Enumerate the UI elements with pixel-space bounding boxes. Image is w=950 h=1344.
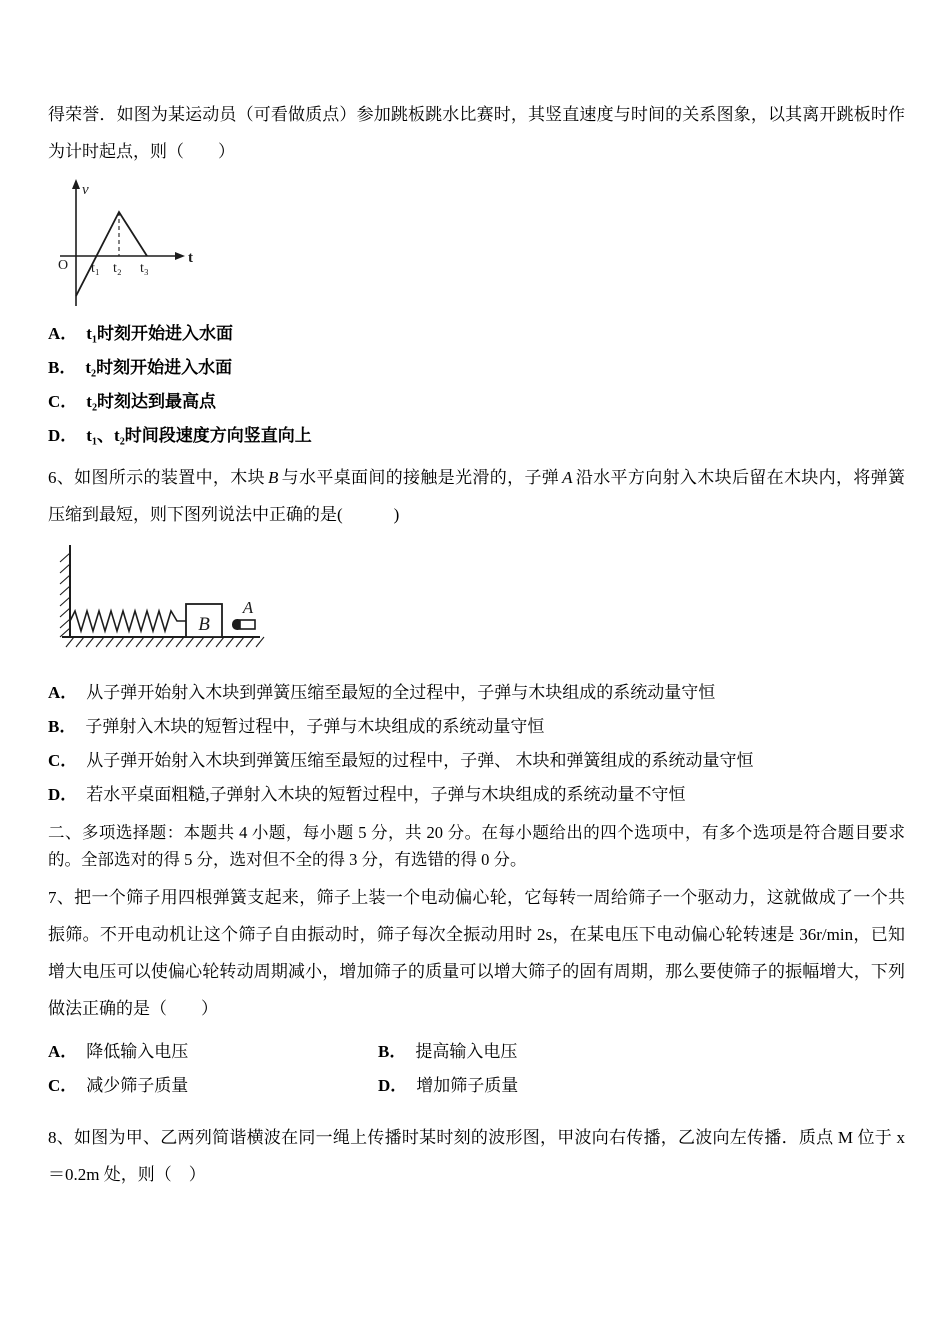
option-row (48, 1075, 378, 1096)
option-letter: C． (48, 751, 78, 770)
tick-t2: t₂ (113, 261, 122, 276)
option-letter: C． (48, 1076, 78, 1095)
option-letter: D． (378, 1076, 408, 1095)
q6-stem (48, 459, 905, 533)
q6-stem-text: 与水平桌面间的接触是光滑的，子弹 (281, 468, 560, 487)
q8-stem: 8、如图为甲、乙两列简谐横波在同一绳上传播时某时刻的波形图，甲波向右传播，乙波向左传播．质点 M 位于 x＝0.2m 处，则（ ） (48, 1128, 905, 1184)
option-row (378, 1041, 518, 1062)
option-letter: B． (48, 717, 77, 736)
velocity-time-graph (48, 178, 198, 310)
option-text: 提高输入电压 (415, 1042, 518, 1061)
q5-options (48, 323, 905, 446)
q5-stem: 得荣誉．如图为某运动员（可看做质点）参加跳板跳水比赛时，其竖直速度与时间的关系图象，以其离开跳板时作为计时起点，则（ ） (48, 105, 905, 161)
option-text: 从子弹开始射入木块到弹簧压缩至最短的全过程中，子弹与木块组成的系统动量守恒 (86, 683, 716, 702)
option-letter: A． (48, 324, 78, 343)
wall-hatching (60, 553, 70, 637)
option-row (48, 716, 905, 737)
option-row (48, 750, 905, 771)
option-row (48, 391, 905, 412)
origin-label: O (58, 258, 69, 273)
tick-t1: t₁ (91, 261, 100, 276)
option-letter: A． (48, 683, 78, 702)
variable-a: A (562, 468, 573, 487)
q7-stem: 7、把一个筛子用四根弹簧支起来，筛子上装一个电动偏心轮，它每转一周给筛子一个驱动力，这就做成了一个共振筛。不开电动机让这个筛子自由振动时，筛子每次全振动用时 2s，在某电压下电动偏心轮转速是 36r/min，已知增大电压可以使偏心轮转动周期减小，增加筛子的质量可以增大筛子的固有周期，那么要使筛子的振幅增大，下列做法正确的是（ ） (48, 888, 905, 1018)
option-row (48, 682, 905, 703)
bullet (232, 619, 255, 630)
v-axis-arrow (72, 179, 80, 189)
ground-hatching (66, 637, 264, 647)
option-letter: A． (48, 1042, 78, 1061)
option-letter: D． (48, 785, 78, 804)
block-label: B (198, 614, 210, 635)
q6-stem-text: 6、如图所示的装置中，木块 (48, 468, 265, 487)
option-text: t₂时刻达到最高点 (86, 392, 217, 411)
variable-b: B (267, 468, 279, 487)
q5-figure (48, 178, 905, 315)
option-text: t₁时刻开始进入水面 (86, 324, 234, 343)
t-axis-arrow (175, 252, 185, 260)
option-text: 子弹射入木块的短暂过程中，子弹与木块组成的系统动量守恒 (85, 717, 545, 736)
option-text: 增加筛子质量 (416, 1076, 519, 1095)
q6-figure (48, 541, 905, 656)
option-row (48, 357, 905, 378)
q7-options (48, 1041, 905, 1109)
option-row (48, 425, 905, 446)
option-letter: B． (378, 1042, 407, 1061)
option-letter: D． (48, 426, 78, 445)
option-row (378, 1075, 518, 1096)
option-text: t₂时刻开始进入水面 (85, 358, 233, 377)
option-text: 若水平桌面粗糙,子弹射入木块的短暂过程中，子弹与木块组成的系统动量不守恒 (86, 785, 686, 804)
spring (70, 611, 186, 631)
bullet-label: A (242, 598, 254, 617)
spring-block-diagram (48, 541, 270, 651)
y-axis-label: v (82, 182, 89, 198)
section2-header: 二、多项选择题：本题共 4 小题，每小题 5 分，共 20 分。在每小题给出的四个选项中，有多个选项是符合题目要求的。全部选对的得 5 分，选对但不全的得 3 分，有选错的得 0 分。 (48, 823, 905, 869)
velocity-curve (76, 212, 147, 296)
option-text: 减少筛子质量 (86, 1076, 189, 1095)
option-row (48, 1041, 378, 1062)
tick-t3: t₃ (140, 261, 149, 276)
option-text: 从子弹开始射入木块到弹簧压缩至最短的过程中，子弹、 木块和弹簧组成的系统动量守恒 (86, 751, 754, 770)
option-row (48, 784, 905, 805)
option-text: 降低输入电压 (86, 1042, 189, 1061)
option-row (48, 323, 905, 344)
option-letter: C． (48, 392, 78, 411)
q6-options (48, 682, 905, 805)
x-axis-label: t (188, 250, 193, 266)
option-text: t₁、t₂时间段速度方向竖直向上 (86, 426, 312, 445)
q6-stem-text: 沿水平方向射入木块后留在木块内，将弹簧压缩到最短，则下图列说法中正确的是( ) (48, 468, 906, 524)
option-letter: B． (48, 358, 77, 377)
bullet-body (240, 620, 255, 629)
